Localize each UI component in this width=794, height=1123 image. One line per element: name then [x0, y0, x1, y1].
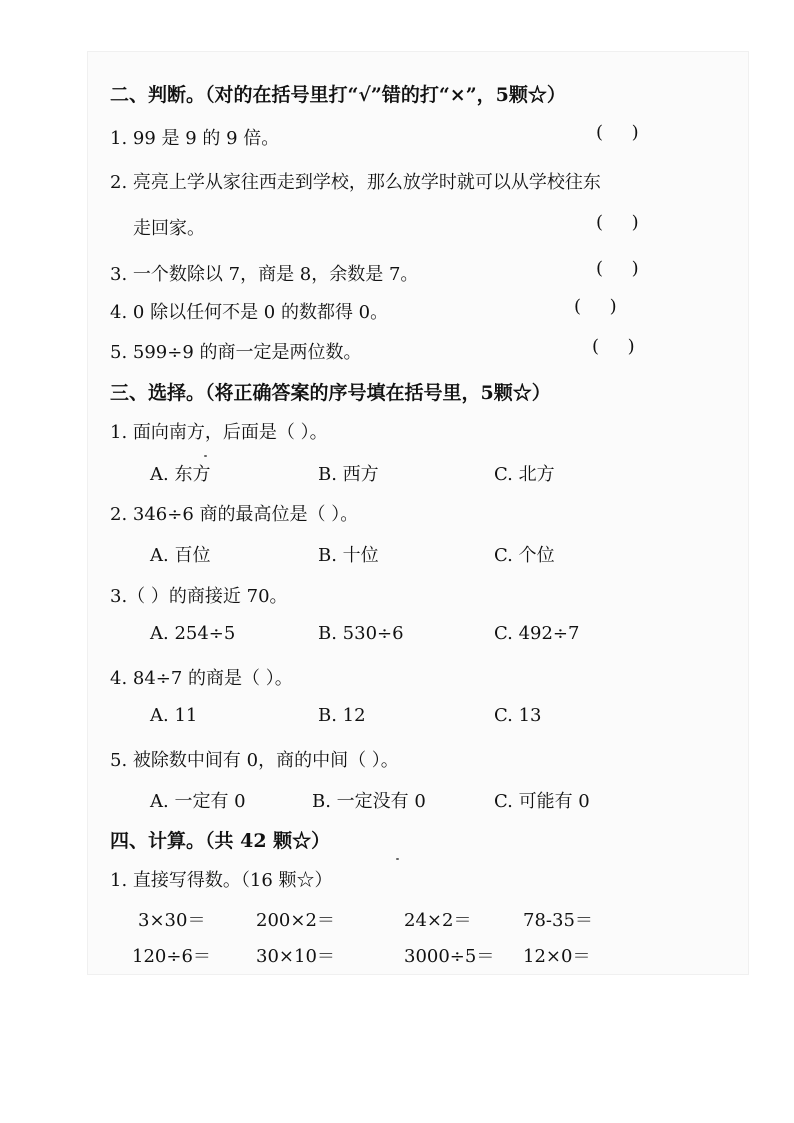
- calc-item: 78-35＝: [523, 910, 593, 931]
- judge-answer-paren-1[interactable]: ( ): [596, 122, 639, 143]
- judge-item-4: 4. 0 除以任何不是 0 的数都得 0。: [110, 302, 389, 323]
- choice-question-2: 2. 346÷6 商的最高位是（ ）。: [110, 504, 359, 525]
- judge-item-2: 2. 亮亮上学从家往西走到学校，那么放学时就可以从学校往东: [110, 172, 601, 193]
- scan-speck: [204, 455, 207, 457]
- choice-2-option-b: B. 十位: [318, 545, 379, 566]
- calc-item: 12×0＝: [523, 946, 591, 967]
- calc-item: 3000÷5＝: [404, 946, 495, 967]
- judge-answer-paren-4[interactable]: ( ): [574, 296, 617, 317]
- choice-2-option-a: A. 百位: [150, 545, 211, 566]
- judge-answer-paren-3[interactable]: ( ): [596, 258, 639, 279]
- judge-item-3: 3. 一个数除以 7，商是 8，余数是 7。: [110, 264, 419, 285]
- calc-item: 3×30＝: [138, 910, 206, 931]
- choice-4-option-b: B. 12: [318, 705, 366, 726]
- choice-5-option-c: C. 可能有 0: [494, 791, 590, 812]
- calc-subheading-1: 1. 直接写得数。（16 颗☆）: [110, 870, 333, 891]
- choice-4-option-c: C. 13: [494, 705, 542, 726]
- choice-2-option-c: C. 个位: [494, 545, 555, 566]
- choice-3-option-b: B. 530÷6: [318, 623, 404, 644]
- judge-item-2-continued: 走回家。: [133, 218, 205, 239]
- judge-answer-paren-2[interactable]: ( ): [596, 212, 639, 233]
- choice-3-option-c: C. 492÷7: [494, 623, 580, 644]
- choice-5-option-b: B. 一定没有 0: [312, 791, 426, 812]
- judge-item-5: 5. 599÷9 的商一定是两位数。: [110, 342, 362, 363]
- calc-item: 120÷6＝: [132, 946, 211, 967]
- choice-question-4: 4. 84÷7 的商是（ ）。: [110, 668, 293, 689]
- choice-1-option-b: B. 西方: [318, 464, 379, 485]
- choice-question-5: 5. 被除数中间有 0，商的中间（ ）。: [110, 750, 399, 771]
- calc-item: 24×2＝: [404, 910, 472, 931]
- choice-question-1: 1. 面向南方，后面是（ ）。: [110, 422, 328, 443]
- choice-question-3: 3.（ ）的商接近 70。: [110, 586, 288, 607]
- section-2-heading: 二、判断。（对的在括号里打“√”错的打“×”，5颗☆）: [110, 84, 566, 106]
- section-3-heading: 三、选择。（将正确答案的序号填在括号里，5颗☆）: [110, 382, 551, 404]
- choice-4-option-a: A. 11: [150, 705, 198, 726]
- section-4-heading: 四、计算。（共 42 颗☆）: [110, 830, 331, 852]
- choice-1-option-c: C. 北方: [494, 464, 555, 485]
- choice-1-option-a: A. 东方: [150, 464, 211, 485]
- judge-answer-paren-5[interactable]: ( ): [592, 336, 635, 357]
- calc-item: 30×10＝: [256, 946, 335, 967]
- choice-5-option-a: A. 一定有 0: [150, 791, 246, 812]
- judge-item-1: 1. 99 是 9 的 9 倍。: [110, 128, 280, 149]
- calc-item: 200×2＝: [256, 910, 335, 931]
- scan-speck: [396, 858, 399, 860]
- choice-3-option-a: A. 254÷5: [150, 623, 236, 644]
